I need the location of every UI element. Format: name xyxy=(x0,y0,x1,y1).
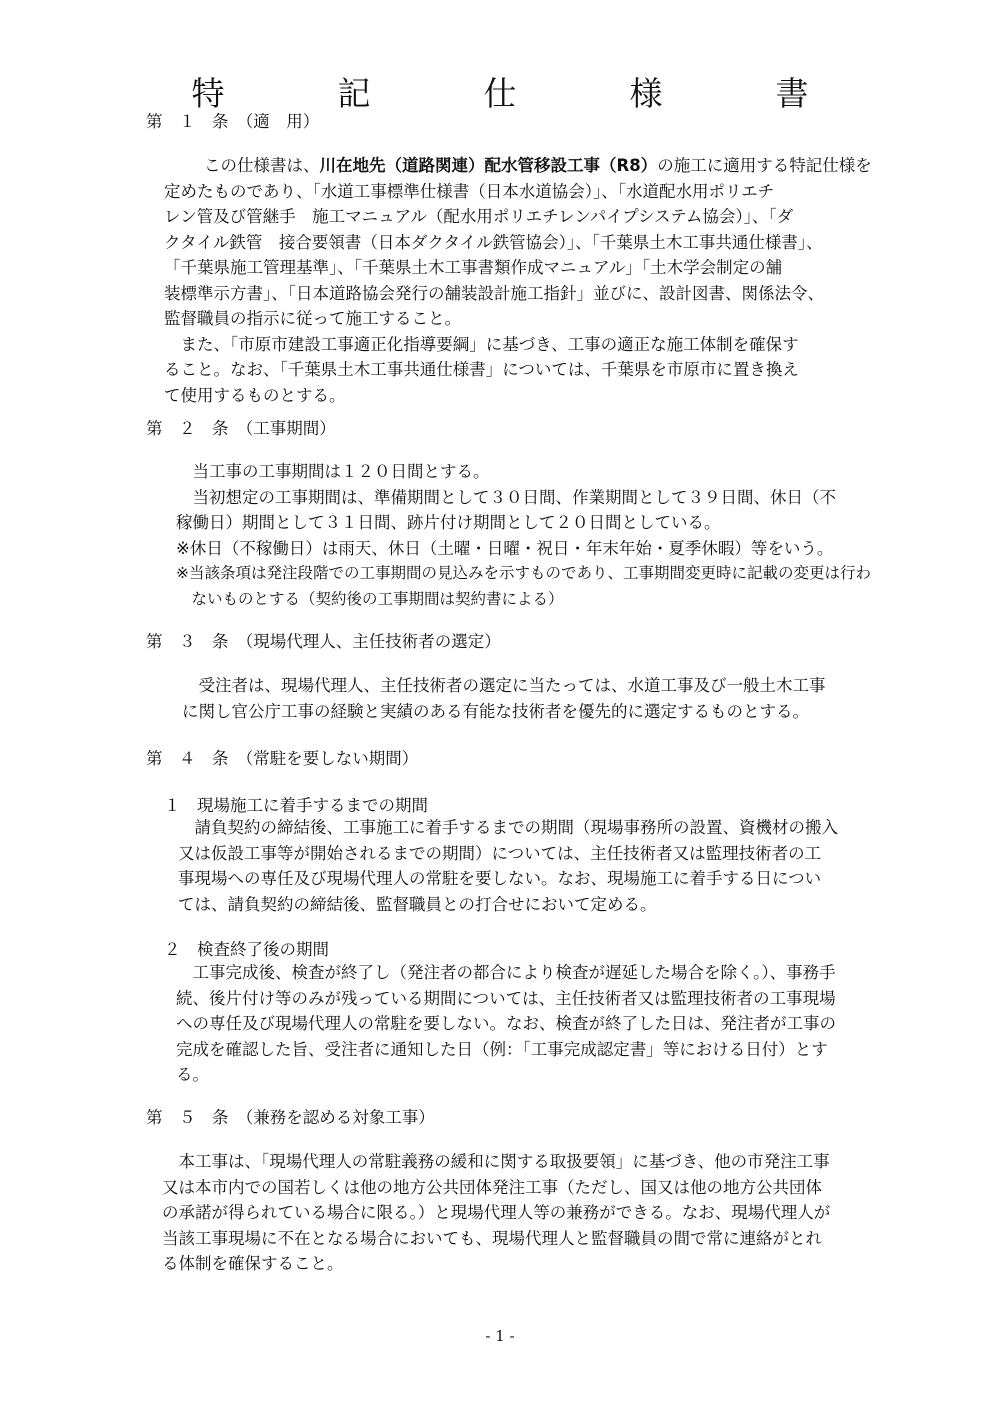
article-4-item-2-line-1: 工事完成後、検査が終了し（発注者の都合により検査が遅延した場合を除く。）、事務手 xyxy=(176,963,836,982)
article-5-line-3: の承諾が得られている場合に限る。）と現場代理人等の兼務ができる。なお、現場代理人が xyxy=(162,1203,831,1222)
article-5-body xyxy=(162,1149,830,1277)
article-2-line-1: 当工事の工事期間は１２０日間とする。 xyxy=(176,462,490,481)
article-4-item-2-body xyxy=(176,960,836,1088)
article-4-item-1-line-1: 請負契約の締結後、工事施工に着手するまでの期間（現場事務所の設置、資機材の搬入 xyxy=(178,818,838,837)
article-1-line-7: 監督職員の指示に従って施工すること。 xyxy=(164,309,461,328)
article-2-note-3: ないものとする（契約後の工事期間は契約書による） xyxy=(176,589,564,608)
article-1-line-5: 「千葉県施工管理基準」、「千葉県土木工事書類作成マニュアル」「土木学会制定の舗 xyxy=(164,258,783,277)
project-name: 川在地先（道路関連）配水管移設工事（R8） xyxy=(319,156,658,175)
article-1-line-10: て使用するものとする。 xyxy=(164,385,346,405)
article-1-line-8: また、「市原市建設工事適正化指導要綱」に基づき、工事の適正な施工体制を確保す xyxy=(164,334,799,354)
article-4-item-2-line-5: る。 xyxy=(176,1065,209,1084)
article-1-line-1c: の施工に適用する特記仕様を xyxy=(657,156,872,175)
article-5-line-1: 本工事は、「現場代理人の常駐義務の緩和に関する取扱要領」に基づき、他の市発注工事 xyxy=(162,1152,830,1171)
article-4-item-2-label: ２ 検査終了後の期間 xyxy=(164,940,329,959)
article-2-note-2: ※当該条項は発注段階での工事期間の見込みを示すものであり、工事期間変更時に記載の変更は行わ xyxy=(176,564,871,582)
article-5-heading: 第 ５ 条 （兼務を認める対象工事） xyxy=(146,1108,435,1127)
article-2-heading: 第 ２ 条 （工事期間） xyxy=(146,419,336,438)
article-4-heading: 第 ４ 条 （常駐を要しない期間） xyxy=(146,749,419,768)
article-4-item-2-line-2: 続、後片付け等のみが残っている期間については、主任技術者又は監理技術者の工事現場 xyxy=(176,988,836,1008)
article-4-item-1-line-3: 事現場への専任及び現場代理人の常駐を要しない。なお、現場施工に着手する日につい xyxy=(178,869,822,888)
article-4-item-2-line-3: への専任及び現場代理人の常駐を要しない。なお、検査が終了した日は、発注者が工事の xyxy=(176,1014,836,1033)
article-2-body xyxy=(176,459,871,612)
article-5-line-2: 又は本市内での国若しくは他の地方公共団体発注工事（ただし、国又は他の地方公共団体 xyxy=(162,1177,822,1197)
article-2-line-3: 稼働日）期間として３１日間、跡片付け期間として２０日間としている。 xyxy=(176,513,721,532)
article-1-line-9: ること。なお、「千葉県土木工事共通仕様書」については、千葉県を市原市に置き換え xyxy=(164,360,799,379)
article-1-heading: 第 １ 条 （適 用） xyxy=(146,112,320,131)
article-1-line-1a: この仕様書は、 xyxy=(204,156,320,175)
article-1-body xyxy=(164,153,872,408)
article-2-line-2: 当初想定の工事期間は、準備期間として３０日間、作業期間として３９日間、休日（不 xyxy=(176,487,836,507)
article-1-line-2: 定めたものであり、「水道工事標準仕様書（日本水道協会）」、「水道配水用ポリエチ xyxy=(164,181,775,201)
article-1-line-1 xyxy=(164,153,872,179)
document-title: 特 記 仕 様 書 xyxy=(191,74,849,113)
article-4-item-1-label: １ 現場施工に着手するまでの期間 xyxy=(164,796,428,815)
article-2-note-1: ※休日（不稼働日）は雨天、休日（土曜・日曜・祝日・年末年始・夏季休暇）等をいう。 xyxy=(176,538,834,558)
article-1-line-3: レン管及び管継手 施工マニュアル（配水用ポリエチレンパイプシステム協会）」、「ダ xyxy=(164,207,794,226)
article-3-line-2: に関し官公庁工事の経験と実績のある有能な技術者を優先的に選定するものとする。 xyxy=(182,701,809,721)
article-3-body xyxy=(182,673,826,724)
article-3-line-1: 受注者は、現場代理人、主任技術者の選定に当たっては、水道工事及び一般土木工事 xyxy=(182,676,826,695)
article-1-line-6: 装標準示方書」、「日本道路協会発行の舗装設計施工指針」並びに、設計図書、関係法令、 xyxy=(164,283,824,303)
article-3-heading: 第 ３ 条 （現場代理人、主任技術者の選定） xyxy=(146,632,501,651)
article-5-line-5: る体制を確保すること。 xyxy=(162,1254,344,1273)
article-1-line-4: クタイル鉄管 接合要領書（日本ダクタイル鉄管協会）」、「千葉県土木工事共通仕様書」、 xyxy=(164,232,823,252)
article-4-item-1-body xyxy=(178,815,838,917)
article-4-item-1-line-2: 又は仮設工事等が開始されるまでの期間）については、主任技術者又は監理技術者の工 xyxy=(178,843,822,863)
article-4-item-2-line-4: 完成を確認した旨、受注者に通知した日（例：「工事完成認定書」等における日付）とす xyxy=(176,1039,828,1059)
article-4-item-1-line-4: ては、請負契約の締結後、監督職員との打合せにおいて定める。 xyxy=(178,894,657,914)
page-number: - 1 - xyxy=(485,1327,515,1345)
article-5-line-4: 当該工事現場に不在となる場合においても、現場代理人と監督職員の間で常に連絡がとれ xyxy=(162,1228,822,1248)
